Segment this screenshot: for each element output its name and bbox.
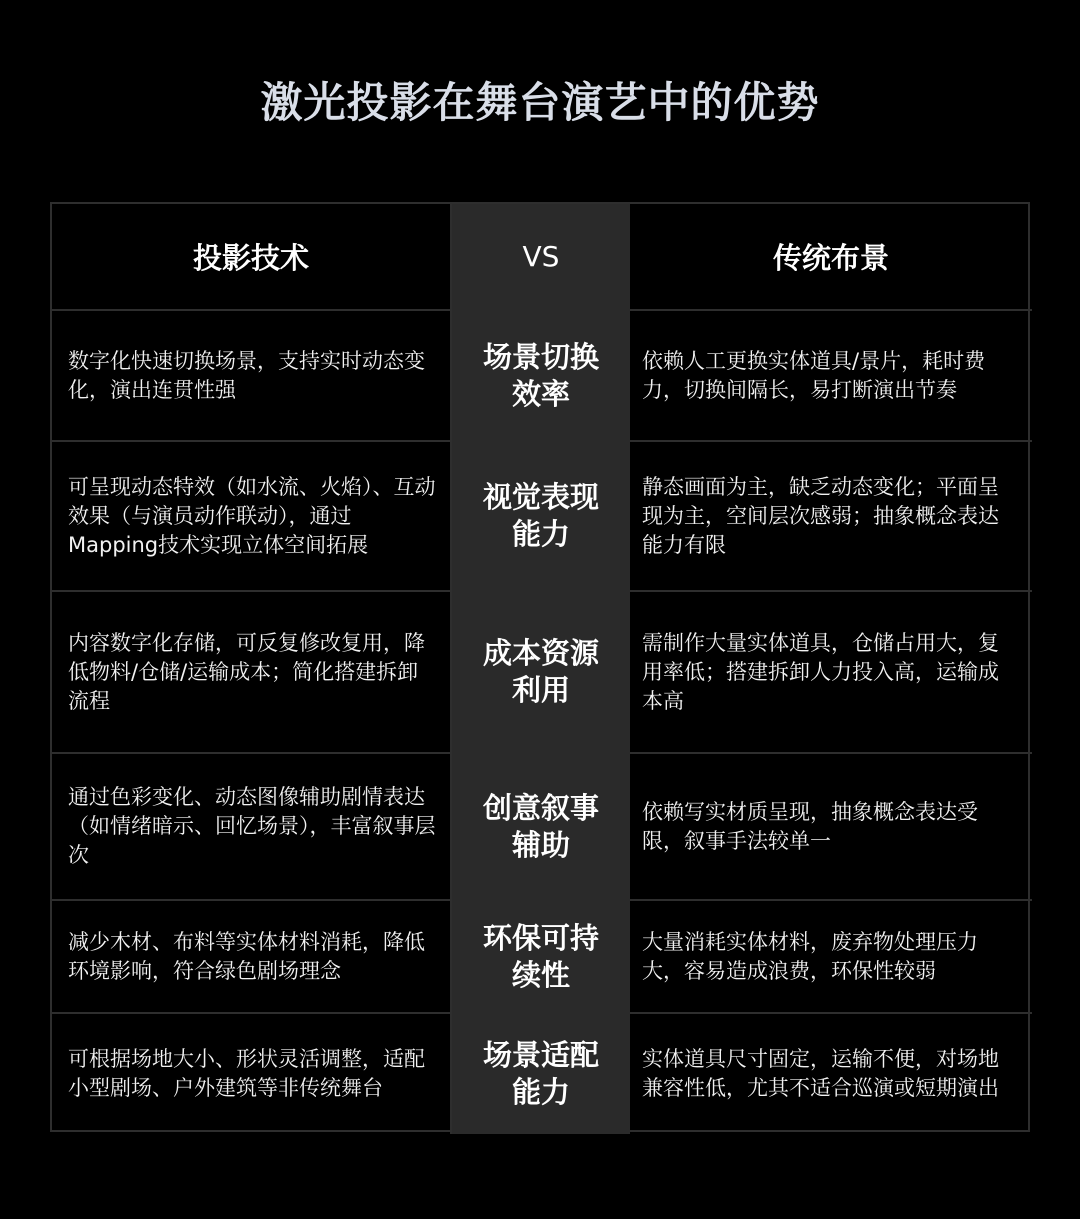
table-row-traditional [630,901,1032,1014]
category-label: 创意叙事辅助 [482,790,599,862]
page-title: 激光投影在舞台演艺中的优势 [260,78,820,127]
projection-text: 可根据场地大小、形状灵活调整，适配小型剧场、户外建筑等非传统舞台 [68,1047,425,1100]
projection-text: 内容数字化存储，可反复修改复用，降低物料/仓储/运输成本；简化搭建拆卸流程 [68,630,425,713]
traditional-text: 依赖写实材质呈现，抽象概念表达受限，叙事手法较单一 [642,799,978,853]
traditional-text: 依赖人工更换实体道具/景片，耗时费力，切换间隔长，易打断演出节奏 [642,348,986,402]
traditional-text: 实体道具尺寸固定，运输不便，对场地兼容性低，尤其不适合巡演或短期演出 [642,1047,999,1100]
table-row-traditional [630,754,1032,901]
category-label: 视觉表现能力 [482,480,599,551]
table-row-category [452,754,630,901]
traditional-text: 需制作大量实体道具，仓储占用大，复用率低；搭建拆卸人力投入高，运输成本高 [642,630,999,713]
table-row-projection [52,442,452,592]
table-row-traditional [630,592,1032,754]
traditional-text: 大量消耗实体材料，废弃物处理压力大，容易造成浪费，环保性较弱 [642,929,978,983]
category-label: 成本资源利用 [482,636,599,707]
projection-text: 减少木材、布料等实体材料消耗，降低环境影响，符合绿色剧场理念 [68,929,425,983]
table-row-projection [52,754,452,901]
table-row-traditional [630,1014,1032,1134]
category-label: 环保可持续性 [482,920,599,992]
table-row-category [452,592,630,754]
header-projection: 投影技术 [52,204,452,311]
traditional-text: 静态画面为主，缺乏动态变化；平面呈现为主，空间层次感弱；抽象概念表达能力有限 [642,474,999,557]
table-row-category [452,442,630,592]
category-label: 场景切换效率 [482,339,599,411]
header-vs: VS [452,204,630,311]
table-row-projection [52,1014,452,1134]
table-row-category [452,1014,630,1134]
projection-text: 可呈现动态特效（如水流、火焰）、互动效果（与演员动作联动），通过Mapping技术实现立体空间拓展 [68,474,436,557]
table-row-category [452,311,630,442]
comparison-table [50,202,1030,1132]
table-row-traditional [630,442,1032,592]
table-row-projection [52,592,452,754]
table-row-projection [52,901,452,1014]
projection-text: 通过色彩变化、动态图像辅助剧情表达（如情绪暗示、回忆场景），丰富叙事层次 [68,785,436,867]
category-label: 场景适配能力 [482,1038,599,1109]
projection-text: 数字化快速切换场景，支持实时动态变化，演出连贯性强 [68,348,425,402]
table-row-traditional [630,311,1032,442]
table-row-projection [52,311,452,442]
header-traditional: 传统布景 [630,204,1032,311]
table-row-category [452,901,630,1014]
